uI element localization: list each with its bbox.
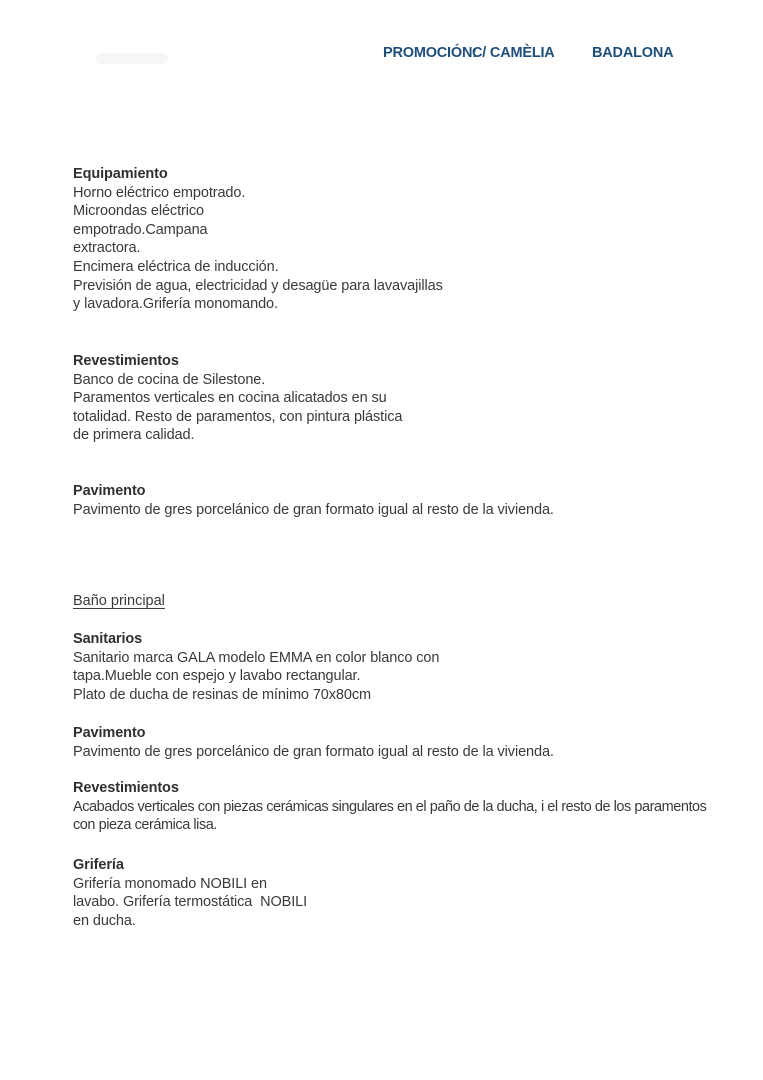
section-revestimientos-bano bbox=[73, 779, 733, 835]
body-line: Banco de cocina de Silestone. bbox=[73, 371, 266, 388]
body-line: en ducha. bbox=[73, 912, 136, 929]
body-line: extractora. bbox=[73, 240, 141, 257]
section-heading: Sanitarios bbox=[73, 631, 143, 647]
subtitle-bano-principal bbox=[73, 592, 165, 611]
body-line: Horno eléctrico empotrado. bbox=[73, 184, 246, 201]
body-line: totalidad. Resto de paramentos, con pintura plástica bbox=[73, 408, 403, 425]
promotion-label: PROMOCIÓN: bbox=[383, 45, 477, 61]
section-heading: Pavimento bbox=[73, 483, 146, 499]
body-line: Sanitario marca GALA modelo EMMA en color blanco con bbox=[73, 649, 440, 666]
section-heading: Revestimientos bbox=[73, 353, 179, 369]
section-revestimientos-cocina bbox=[73, 352, 733, 445]
section-equipamiento bbox=[73, 165, 733, 314]
body-line: tapa.Mueble con espejo y lavabo rectangular. bbox=[73, 668, 361, 685]
body-line: Previsión de agua, electricidad y desagüe para lavavajillas bbox=[73, 277, 443, 294]
body-line: Microondas eléctrico bbox=[73, 203, 204, 220]
section-sanitarios bbox=[73, 630, 733, 704]
section-griferia bbox=[73, 856, 733, 930]
body-line: empotrado.Campana bbox=[73, 221, 208, 238]
body-line: Grifería monomado NOBILI en bbox=[73, 875, 267, 892]
body-line: lavabo. Grifería termostática NOBILI bbox=[73, 894, 308, 911]
section-heading: Equipamiento bbox=[73, 166, 168, 182]
section-heading: Pavimento bbox=[73, 725, 146, 741]
body-line: y lavadora.Grifería monomando. bbox=[73, 296, 278, 313]
body-line: Encimera eléctrica de inducción. bbox=[73, 258, 279, 275]
body-line: Pavimento de gres porcelánico de gran formato igual al resto de la vivienda. bbox=[73, 501, 554, 518]
body-line: Acabados verticales con piezas cerámicas singulares en el paño de la ducha, i el resto de los paramentos bbox=[73, 798, 707, 815]
section-pavimento-bano bbox=[73, 724, 733, 761]
section-pavimento-cocina bbox=[73, 482, 733, 519]
body-line: Plato de ducha de resinas de mínimo 70x80cm bbox=[73, 686, 371, 703]
promotion-street: C/ CAMÈLIA bbox=[472, 45, 555, 61]
section-heading: Grifería bbox=[73, 857, 124, 873]
body-line: con pieza cerámica lisa. bbox=[73, 817, 217, 834]
document-header bbox=[0, 45, 763, 65]
promotion-city: BADALONA bbox=[592, 45, 674, 61]
body-line: Pavimento de gres porcelánico de gran formato igual al resto de la vivienda. bbox=[73, 743, 554, 760]
section-heading: Revestimientos bbox=[73, 780, 179, 796]
subtitle-text: Baño principal bbox=[73, 593, 165, 609]
body-line: de primera calidad. bbox=[73, 427, 195, 444]
body-line: Paramentos verticales en cocina alicatados en su bbox=[73, 390, 387, 407]
